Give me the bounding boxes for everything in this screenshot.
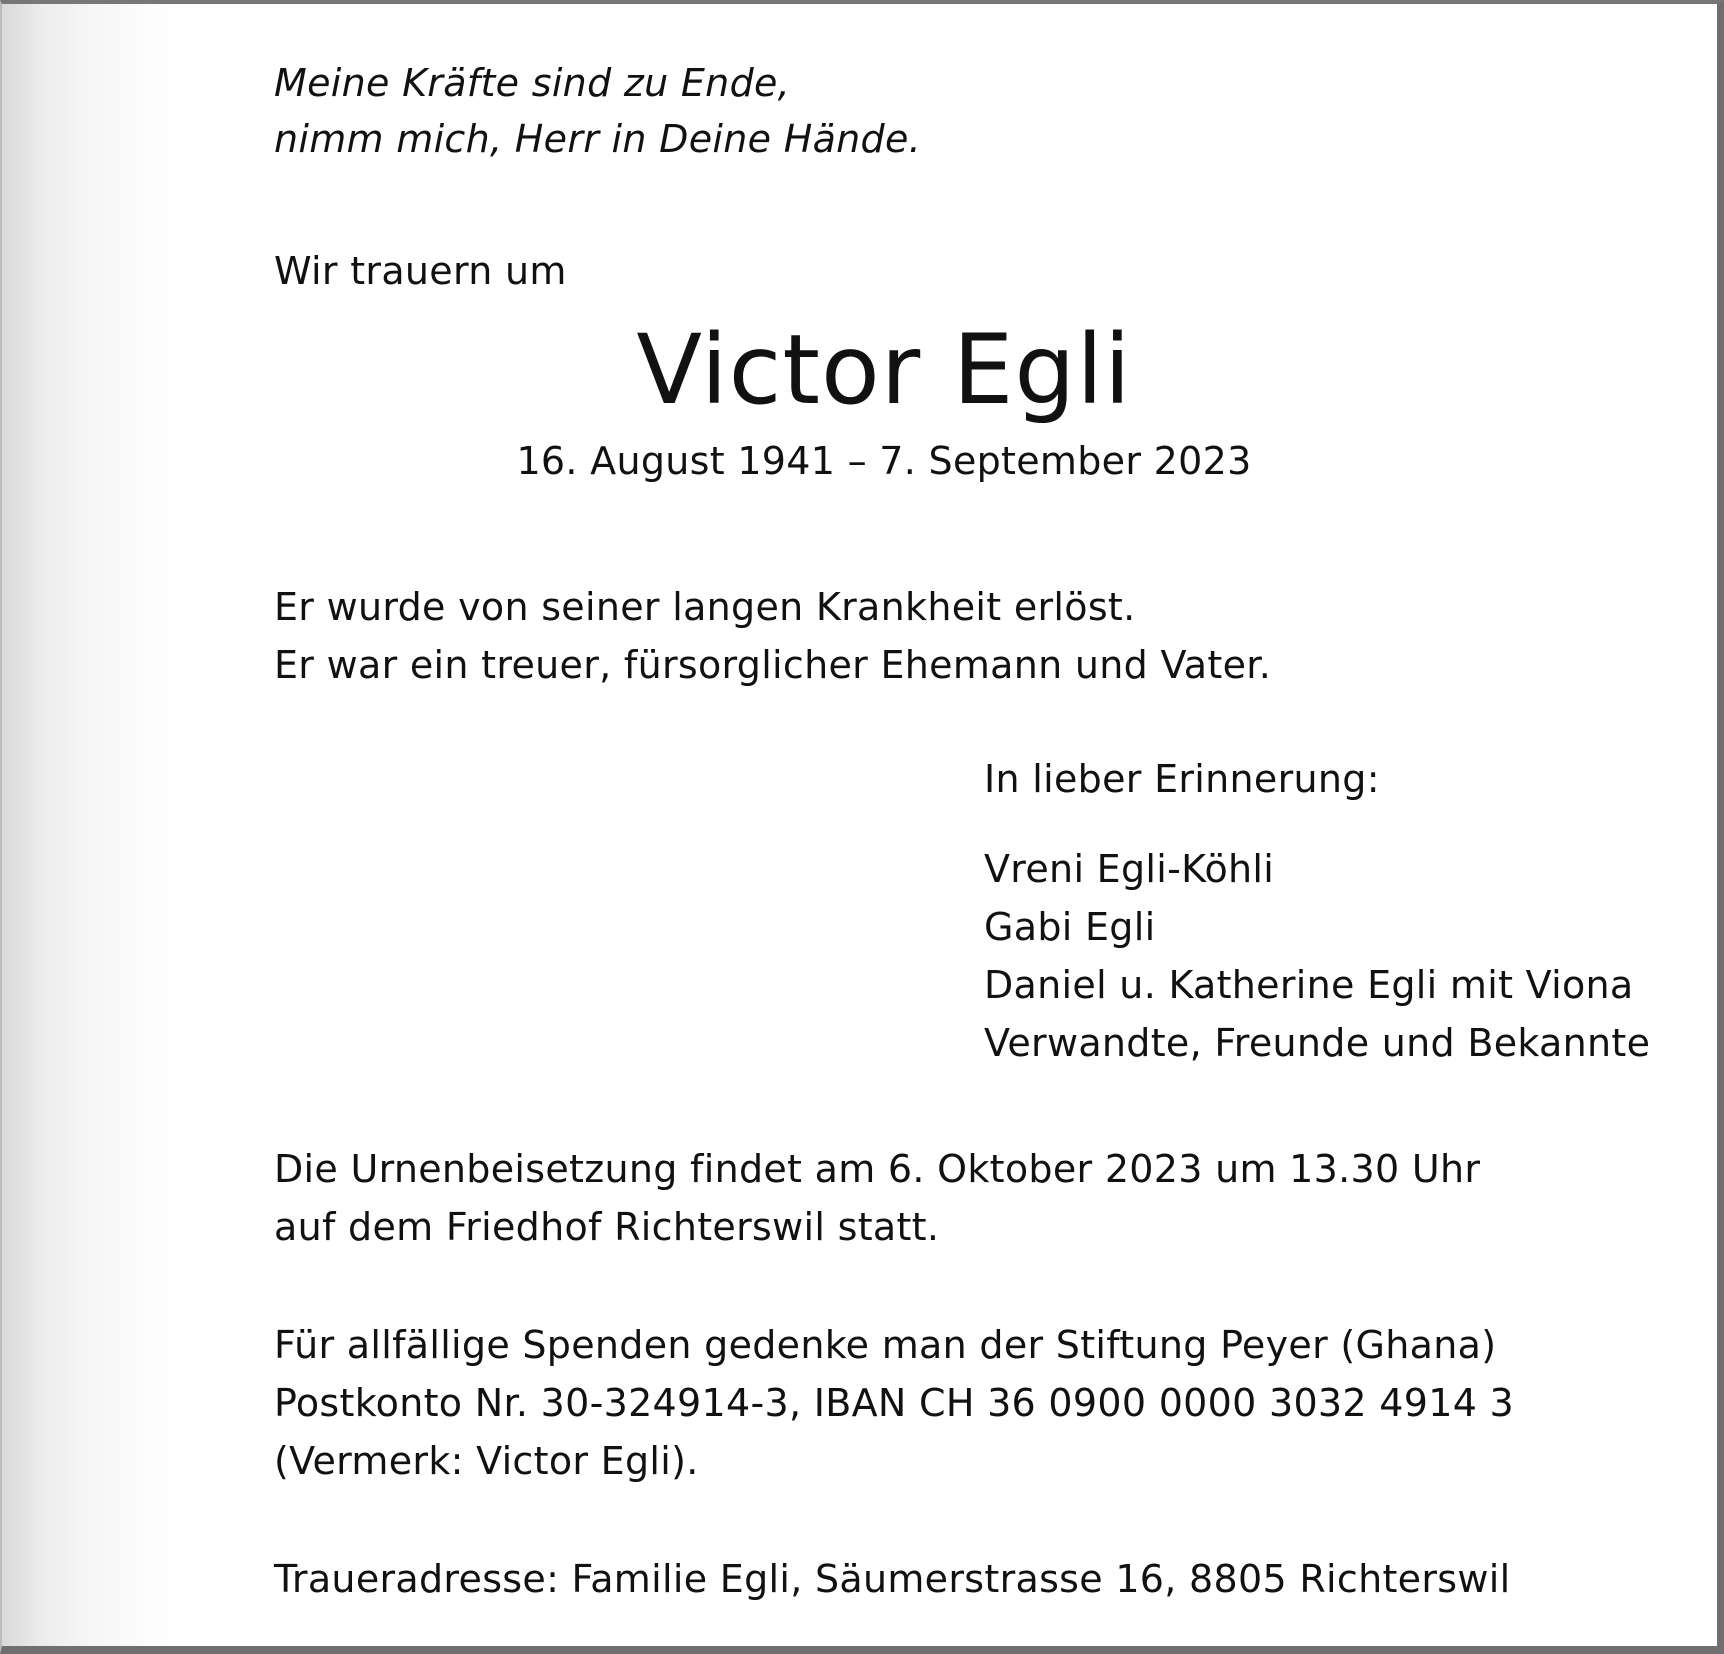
burial-line-2: auf dem Friedhof Richterswil statt. — [274, 1205, 940, 1249]
donations-line-3: (Vermerk: Victor Egli). — [274, 1439, 699, 1483]
intro-text: Wir trauern um — [274, 249, 567, 293]
mourning-address: Traueradresse: Familie Egli, Säumerstrasse 16, 8805 Richterswil — [274, 1557, 1511, 1601]
mourners-heading: In lieber Erinnerung: — [984, 757, 1380, 801]
mourner-name: Verwandte, Freunde und Bekannte — [984, 1021, 1651, 1065]
mourner-name: Gabi Egli — [984, 905, 1156, 949]
deceased-name: Victor Egli — [636, 314, 1132, 426]
donations-line-1: Für allfällige Spenden gedenke man der Stiftung Peyer (Ghana) — [274, 1323, 1497, 1367]
mourner-name: Vreni Egli-Köhli — [984, 847, 1275, 891]
message-line-2: Er war ein treuer, fürsorglicher Ehemann und Vater. — [274, 643, 1272, 687]
mourner-name: Daniel u. Katherine Egli mit Viona — [984, 963, 1634, 1007]
burial-line-1: Die Urnenbeisetzung findet am 6. Oktober 2023 um 13.30 Uhr — [274, 1147, 1481, 1191]
motto-line-1: Meine Kräfte sind zu Ende, — [274, 61, 791, 105]
message-line-1: Er wurde von seiner langen Krankheit erlöst. — [274, 585, 1136, 629]
donations-line-2: Postkonto Nr. 30-324914-3, IBAN CH 36 0900 0000 3032 4914 3 — [274, 1381, 1515, 1425]
motto-line-2: nimm mich, Herr in Deine Hände. — [274, 117, 922, 161]
life-dates: 16. August 1941 – 7. September 2023 — [516, 439, 1252, 483]
